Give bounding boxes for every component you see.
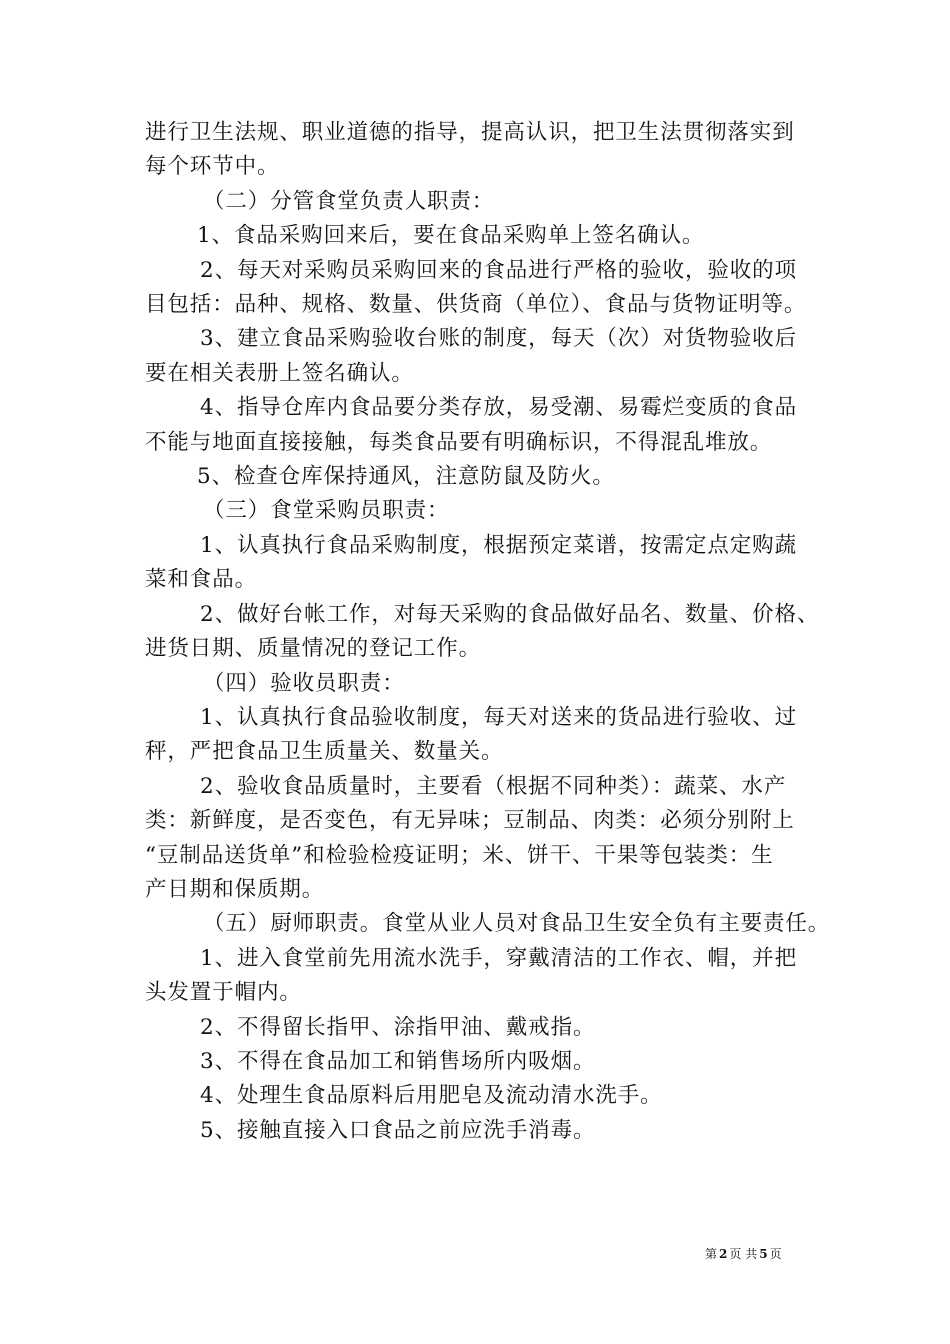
list-item: 2、验收食品质量时，主要看（根据不同种类）：蔬菜、水产	[200, 773, 787, 799]
list-item: 5、接触直接入口食品之前应洗手消毒。	[200, 1117, 596, 1143]
paragraph-line: 产日期和保质期。	[145, 876, 325, 902]
paragraph-line: 进行卫生法规、职业道德的指导，提高认识，把卫生法贯彻落实到	[145, 120, 795, 145]
list-item: 3、建立食品采购验收台账的制度，每天（次）对货物验收后	[200, 326, 797, 352]
section-heading-3: （三）食堂采购员职责：	[203, 498, 450, 524]
paragraph-line: 目包括：品种、规格、数量、供货商（单位）、食品与货物证明等。	[145, 292, 807, 318]
document-body	[145, 116, 831, 1148]
paragraph-line: 头发置于帽内。	[145, 980, 302, 1006]
list-item: 4、指导仓库内食品要分类存放，易受潮、易霉烂变质的食品	[200, 395, 797, 421]
paragraph-line: 类：新鲜度，是否变色，有无异味；豆制品、肉类：必须分别附上	[145, 808, 795, 834]
footer-prefix: 第	[705, 1247, 718, 1261]
current-page-number: 2	[719, 1247, 728, 1261]
section-heading-4: （四）验收员职责：	[203, 670, 405, 696]
list-item: 2、每天对采购员采购回来的食品进行严格的验收，验收的项	[200, 257, 797, 283]
list-item: 2、做好台帐工作，对每天采购的食品做好品名、数量、价格、	[200, 601, 820, 627]
paragraph-line: “豆制品送货单”和检验检疫证明；米、饼干、干果等包装类：生	[145, 842, 774, 868]
section-heading-2: （二）分管食堂负责人职责：	[203, 188, 495, 214]
list-item: 1、进入食堂前先用流水洗手，穿戴清洁的工作衣、帽，并把	[200, 945, 797, 971]
list-item: 4、处理生食品原料后用肥皂及流动清水洗手。	[200, 1083, 663, 1109]
paragraph-line: 菜和食品。	[145, 567, 258, 593]
paragraph-line: 进货日期、质量情况的登记工作。	[145, 636, 482, 662]
paragraph-line: 不能与地面直接接触，每类食品要有明确标识，不得混乱堆放。	[145, 429, 773, 455]
list-item: 3、不得在食品加工和销售场所内吸烟。	[200, 1048, 596, 1074]
paragraph-line: 秤，严把食品卫生质量关、数量关。	[145, 739, 504, 765]
list-item: 1、认真执行食品采购制度，根据预定菜谱，按需定点定购蔬	[200, 532, 797, 558]
footer-suffix: 页	[769, 1247, 782, 1261]
list-item: 1、认真执行食品验收制度，每天对送来的货品进行验收、过	[200, 704, 797, 730]
paragraph-line: 要在相关表册上签名确认。	[145, 360, 414, 386]
paragraph-line: 每个环节中。	[145, 154, 280, 180]
list-item: 2、不得留长指甲、涂指甲油、戴戒指。	[200, 1014, 596, 1040]
footer-middle: 页 共	[729, 1247, 758, 1261]
section-heading-5: （五）厨师职责。食堂从业人员对食品卫生安全负有主要责任。	[203, 911, 831, 937]
list-item: 5、检查仓库保持通风，注意防鼠及防火。	[197, 464, 615, 490]
list-item: 1、食品采购回来后，要在食品采购单上签名确认。	[197, 223, 705, 249]
total-pages-number: 5	[759, 1247, 768, 1261]
page-number-footer	[705, 1246, 782, 1262]
